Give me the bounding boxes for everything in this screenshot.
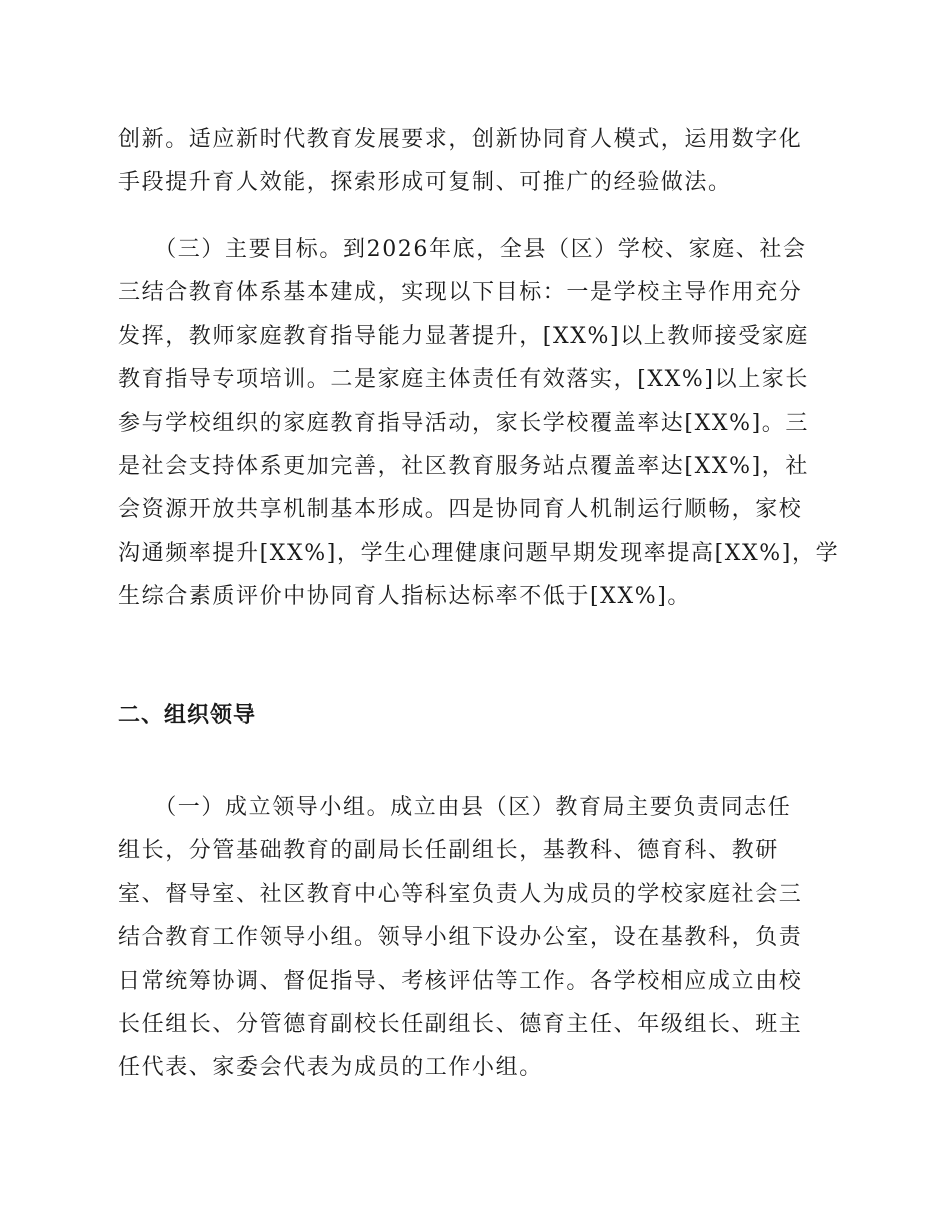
- text-line: 发挥，教师家庭教育指导能力显著提升，[XX%]以上教师接受家庭: [118, 323, 809, 349]
- text-line: 手段提升育人效能，探索形成可复制、可推广的经验做法。: [118, 170, 732, 196]
- text-line: 教育指导专项培训。二是家庭主体责任有效落实，[XX%]以上家长: [118, 367, 809, 393]
- text-line: （一）成立领导小组。成立由县（区）教育局主要负责同志任: [118, 795, 792, 820]
- text-line: 长任组长、分管德育副校长任副组长、德育主任、年级组长、班主: [118, 1012, 803, 1038]
- paragraph-leadership-group: [118, 786, 838, 1090]
- text-line: 生综合素质评价中协同育人指标达标率不低于[XX%]。: [118, 584, 691, 610]
- text-line: 创新。适应新时代教育发展要求，创新协同育人模式，运用数字化: [118, 127, 803, 152]
- text-line: （三）主要目标。到2026年底，全县（区）学校、家庭、社会: [118, 237, 807, 262]
- text-line: 结合教育工作领导小组。领导小组下设办公室，设在基教科，负责: [118, 925, 803, 951]
- text-line: 会资源开放共享机制基本形成。四是协同育人机制运行顺畅，家校: [118, 497, 803, 523]
- text-line: 沟通频率提升[XX%]，学生心理健康问题早期发现率提高[XX%]，学: [118, 540, 840, 566]
- text-line: 三结合教育体系基本建成，实现以下目标：一是学校主导作用充分: [118, 280, 803, 306]
- text-line: 任代表、家委会代表为成员的工作小组。: [118, 1055, 543, 1081]
- text-line: 是社会支持体系更加完善，社区教育服务站点覆盖率达[XX%]，社: [118, 454, 809, 480]
- paragraph-main-goals: [118, 228, 838, 619]
- text-line: 日常统筹协调、督促指导、考核评估等工作。各学校相应成立由校: [118, 968, 803, 994]
- section-heading-organization: 二、组织领导: [118, 703, 257, 728]
- text-line: 组长，分管基础教育的副局长任副组长，基教科、德育科、教研: [118, 838, 779, 864]
- text-line: 参与学校组织的家庭教育指导活动，家长学校覆盖率达[XX%]。三: [118, 410, 809, 436]
- text-line: 室、督导室、社区教育中心等科室负责人为成员的学校家庭社会三: [118, 881, 803, 907]
- paragraph-innovation: [118, 118, 838, 205]
